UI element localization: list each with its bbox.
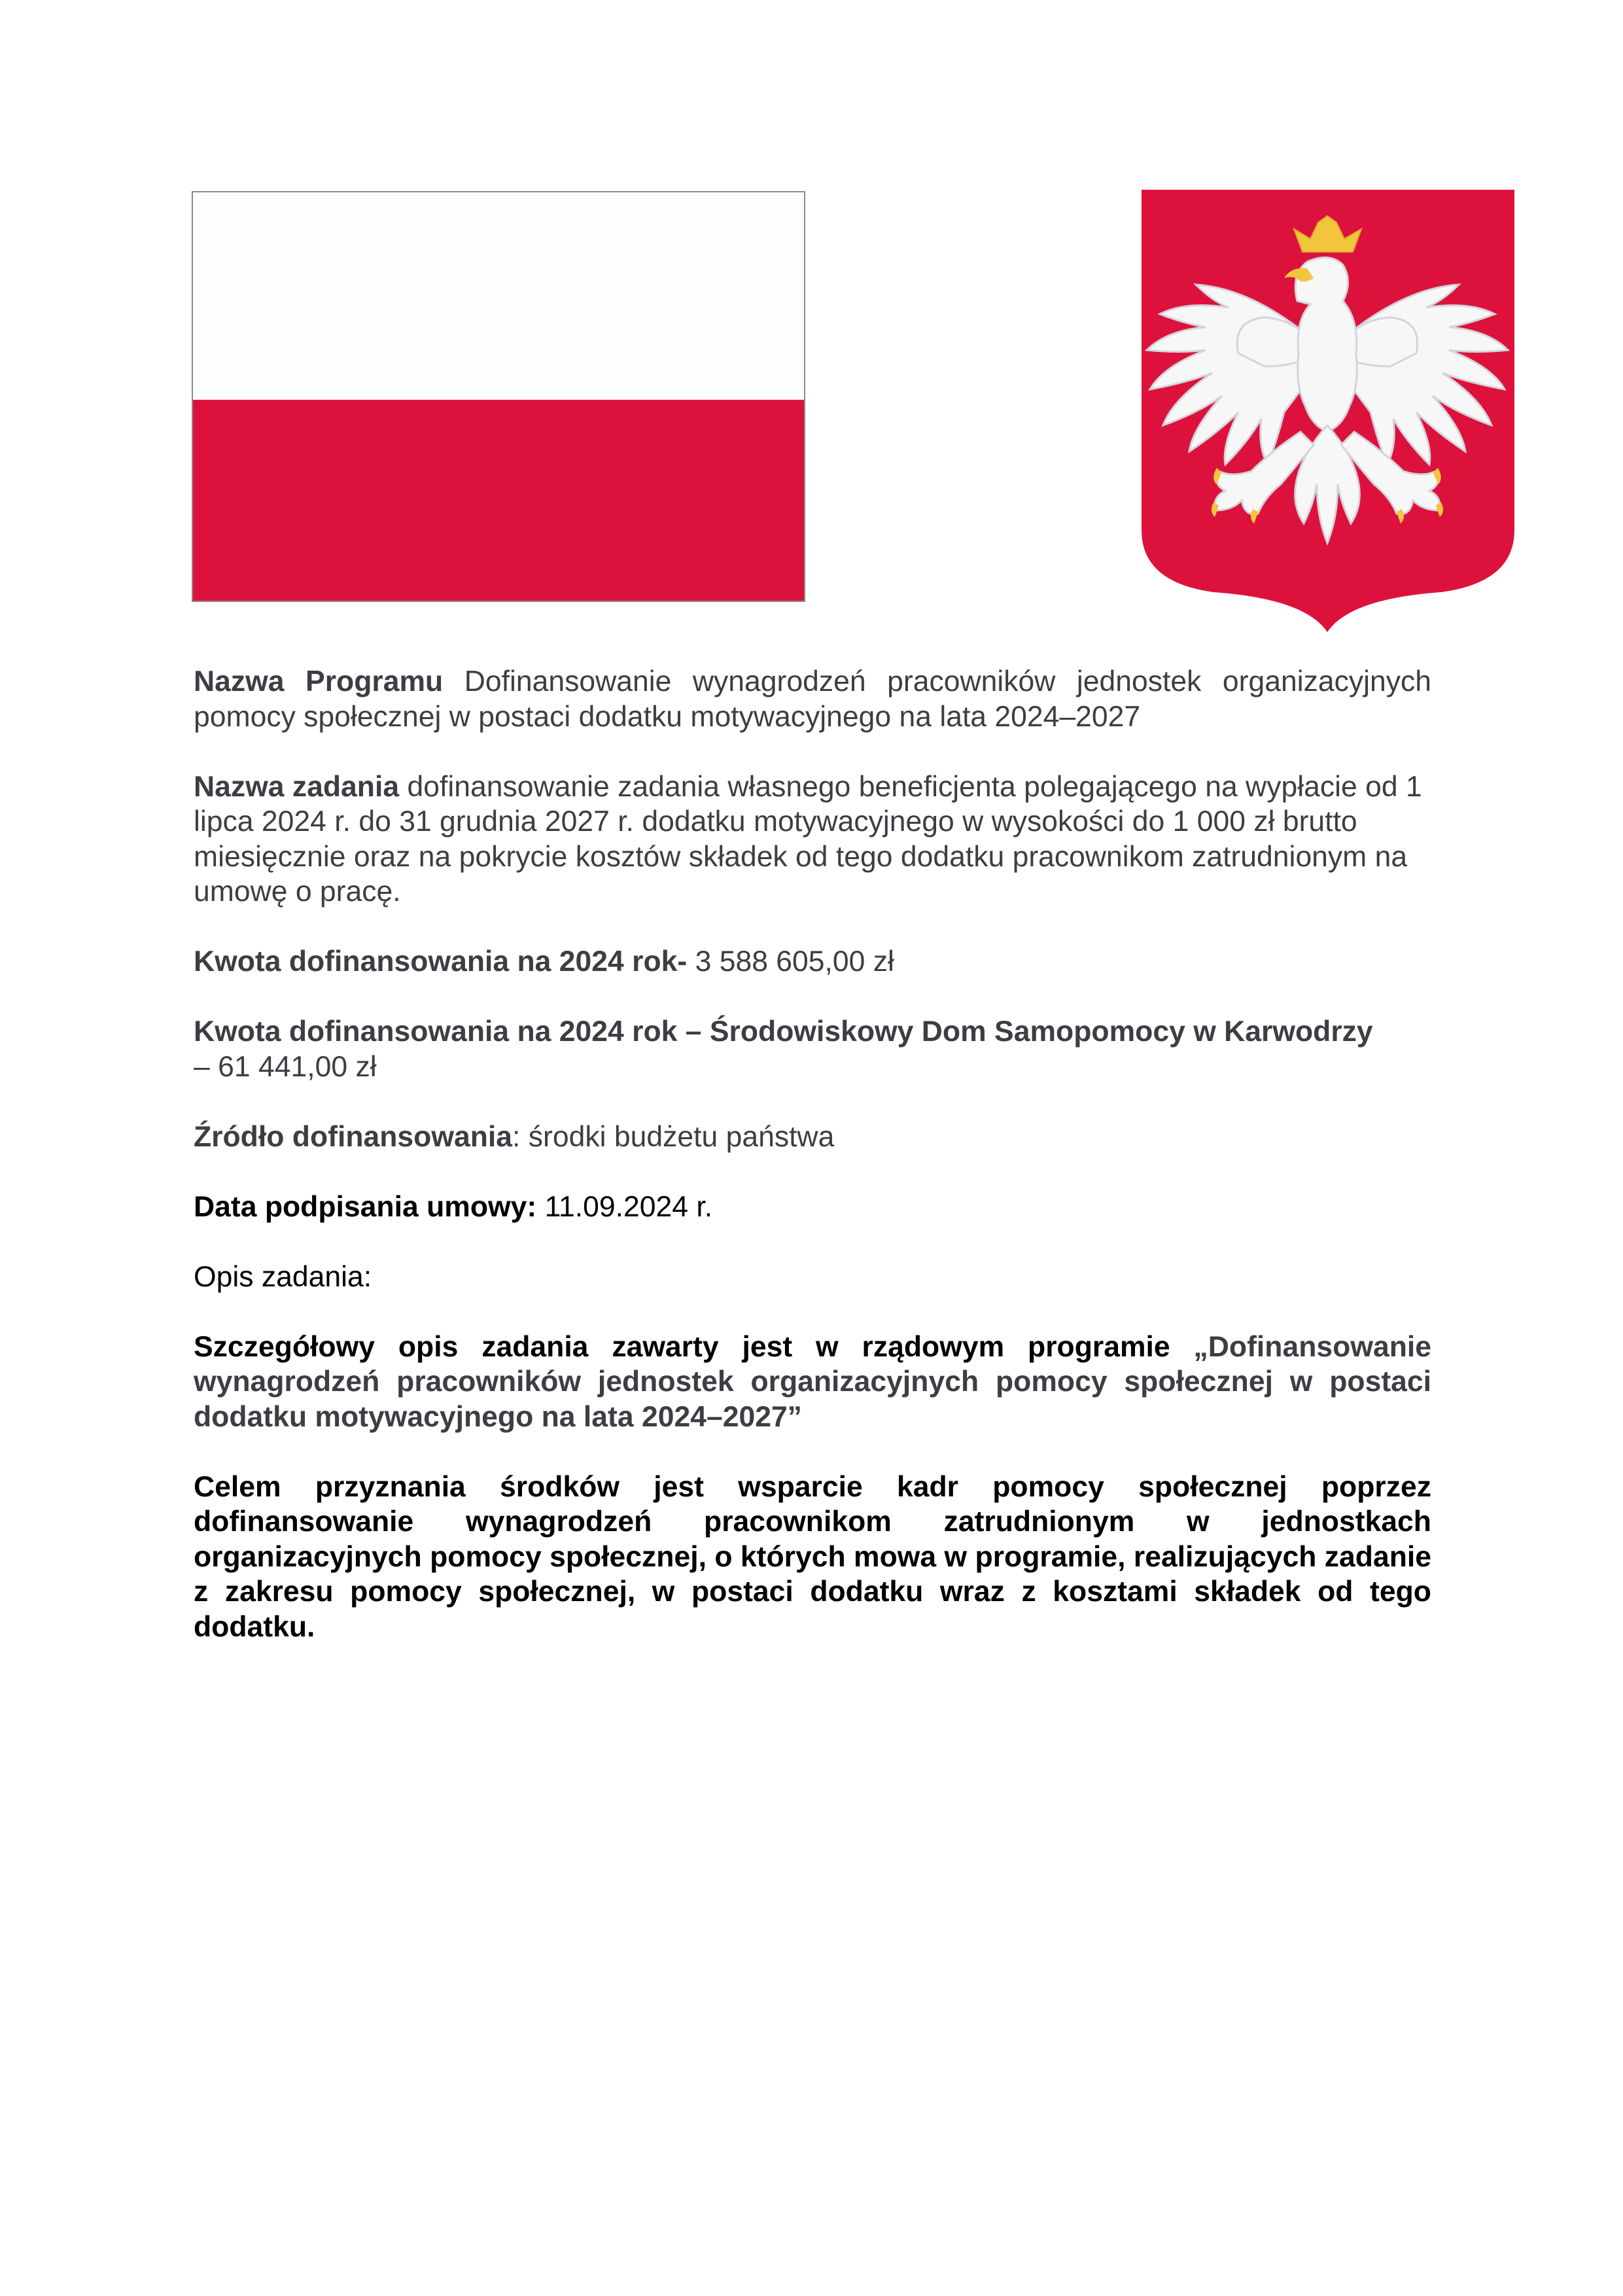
funding-unit-value: – 61 441,00 zł (194, 1050, 377, 1083)
funding-source-paragraph (194, 1120, 1431, 1155)
poland-flag-icon (192, 191, 805, 602)
funding-unit-paragraph (194, 1014, 1431, 1084)
funding-total-label: Kwota dofinansowania na 2024 rok- (194, 945, 688, 978)
task-name-value: dofinansowanie zadania własnego beneficjenta polegającego na wypłacie od 1 lipca 2024 r. do 31 grudnia 2027 r. dodatku motywacyjnego w wysokości do 1 000 zł brutto miesięcznie oraz na pokrycie kosztów składek od tego dodatku pracownikom zatrudnionym na umowę o pracę. (194, 770, 1422, 908)
signing-date-paragraph (194, 1190, 1431, 1225)
program-name-label: Nazwa Programu (194, 665, 444, 698)
funding-total-value: 3 588 605,00 zł (695, 945, 894, 978)
funding-total-paragraph (194, 944, 1431, 980)
white-eagle-icon (1134, 190, 1521, 632)
description-detail-paragraph (194, 1330, 1431, 1435)
signing-date-value: 11.09.2024 r. (544, 1190, 713, 1223)
description-purpose-paragraph: Celem przyznania środków jest wsparcie kadr pomocy społecznej poprzez dofinansowanie wynagrodzeń pracownikom zatrudnionym w jednostkach organizacyjnych pomocy społecznej, o których mowa w programie, realizujących zadanie z zakresu pomocy społecznej, w postaci dodatku wraz z kosztami składek od tego dodatku. (194, 1470, 1431, 1643)
funding-source-label: Źródło dofinansowania (194, 1120, 513, 1153)
program-name-paragraph (194, 664, 1431, 734)
coat-of-arms-icon (1134, 190, 1521, 632)
description-program-quote: „Dofinansowanie wynagrodzeń pracowników jednostek organizacyjnych pomocy społecznej w postaci dodatku motywacyjnego na lata 2024–2027” (194, 1330, 1431, 1433)
program-name-value: Dofinansowanie wynagrodzeń pracowników jednostek organizacyjnych pomocy społecznej w postaci dodatku motywacyjnego na lata 2024–2027 (194, 665, 1431, 733)
funding-source-separator: : (512, 1120, 521, 1153)
funding-source-value: środki budżetu państwa (528, 1120, 835, 1153)
flag-white-stripe (193, 192, 804, 401)
signing-date-label: Data podpisania umowy: (194, 1190, 537, 1223)
task-name-paragraph (194, 769, 1431, 910)
task-name-label: Nazwa zadania (194, 770, 400, 803)
document-body (194, 664, 1431, 1680)
flag-red-stripe (193, 400, 804, 601)
description-heading: Opis zadania: (194, 1260, 372, 1293)
description-detail-prefix: Szczegółowy opis zadania zawarty jest w rządowym programie (194, 1330, 1170, 1363)
funding-unit-label: Kwota dofinansowania na 2024 rok – Środowiskowy Dom Samopomocy w Karwodrzy (194, 1016, 1373, 1048)
